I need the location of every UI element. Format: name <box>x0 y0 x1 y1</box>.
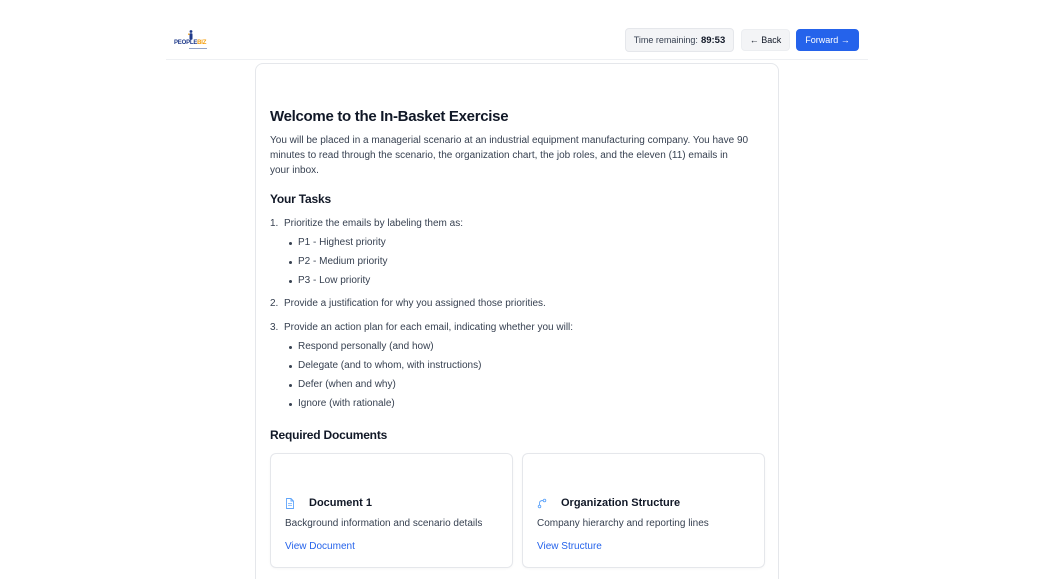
back-button[interactable]: ← Back <box>741 29 790 51</box>
task-number: 2. <box>270 298 279 309</box>
forward-button[interactable]: Forward → <box>796 29 859 51</box>
tasks-heading: Your Tasks <box>270 192 331 206</box>
timer-value: 89:53 <box>700 34 726 46</box>
top-bar <box>166 20 868 60</box>
bullet-dot <box>289 365 292 368</box>
view-structure-link[interactable]: View Structure <box>537 541 602 552</box>
task-number: 1. <box>270 218 279 229</box>
bullet-dot <box>289 261 292 264</box>
document-icon <box>285 498 295 509</box>
document-title: Organization Structure <box>561 497 681 509</box>
bullet-dot <box>289 242 292 245</box>
logo-text-biz: BIZ <box>197 40 207 46</box>
person-logo-icon <box>188 30 194 40</box>
logo-text <box>174 40 206 46</box>
document-description: Background information and scenario details <box>285 518 483 529</box>
org-structure-icon <box>537 498 547 509</box>
view-document-link[interactable]: View Document <box>285 541 355 552</box>
task-number: 3. <box>270 322 279 333</box>
subtask-item: P3 - Low priority <box>298 275 371 286</box>
document-card[interactable] <box>270 453 513 568</box>
bullet-dot <box>289 280 292 283</box>
document-description: Company hierarchy and reporting lines <box>537 518 709 529</box>
subtask-item: Defer (when and why) <box>298 379 396 390</box>
page-title: Welcome to the In-Basket Exercise <box>270 108 509 125</box>
time-remaining-badge <box>625 28 734 52</box>
subtask-item: P2 - Medium priority <box>298 256 388 267</box>
task-text: Prioritize the emails by labeling them as: <box>284 218 463 229</box>
document-title: Document 1 <box>309 497 372 509</box>
subtask-item: Respond personally (and how) <box>298 341 434 352</box>
bullet-dot <box>289 403 292 406</box>
bullet-dot <box>289 346 292 349</box>
bullet-dot <box>289 384 292 387</box>
subtask-item: Ignore (with rationale) <box>298 398 395 409</box>
subtask-item: P1 - Highest priority <box>298 237 386 248</box>
company-logo <box>174 30 208 52</box>
subtask-item: Delegate (and to whom, with instructions) <box>298 360 482 371</box>
task-text: Provide a justification for why you assigned those priorities. <box>284 298 546 309</box>
logo-text-people: PEOPLE <box>174 40 198 46</box>
organization-structure-card[interactable] <box>522 453 765 568</box>
exercise-card <box>255 63 779 579</box>
task-text: Provide an action plan for each email, indicating whether you will: <box>284 322 574 333</box>
timer-label: Time remaining: <box>633 35 698 45</box>
documents-heading: Required Documents <box>270 428 388 442</box>
logo-underline <box>189 48 207 49</box>
intro-paragraph: You will be placed in a managerial scenario at an industrial equipment manufacturing company. You have 90 minutes to read through the scenario, the organization chart, the job roles, and the eleven (11) emails in your inbox. <box>270 135 749 176</box>
